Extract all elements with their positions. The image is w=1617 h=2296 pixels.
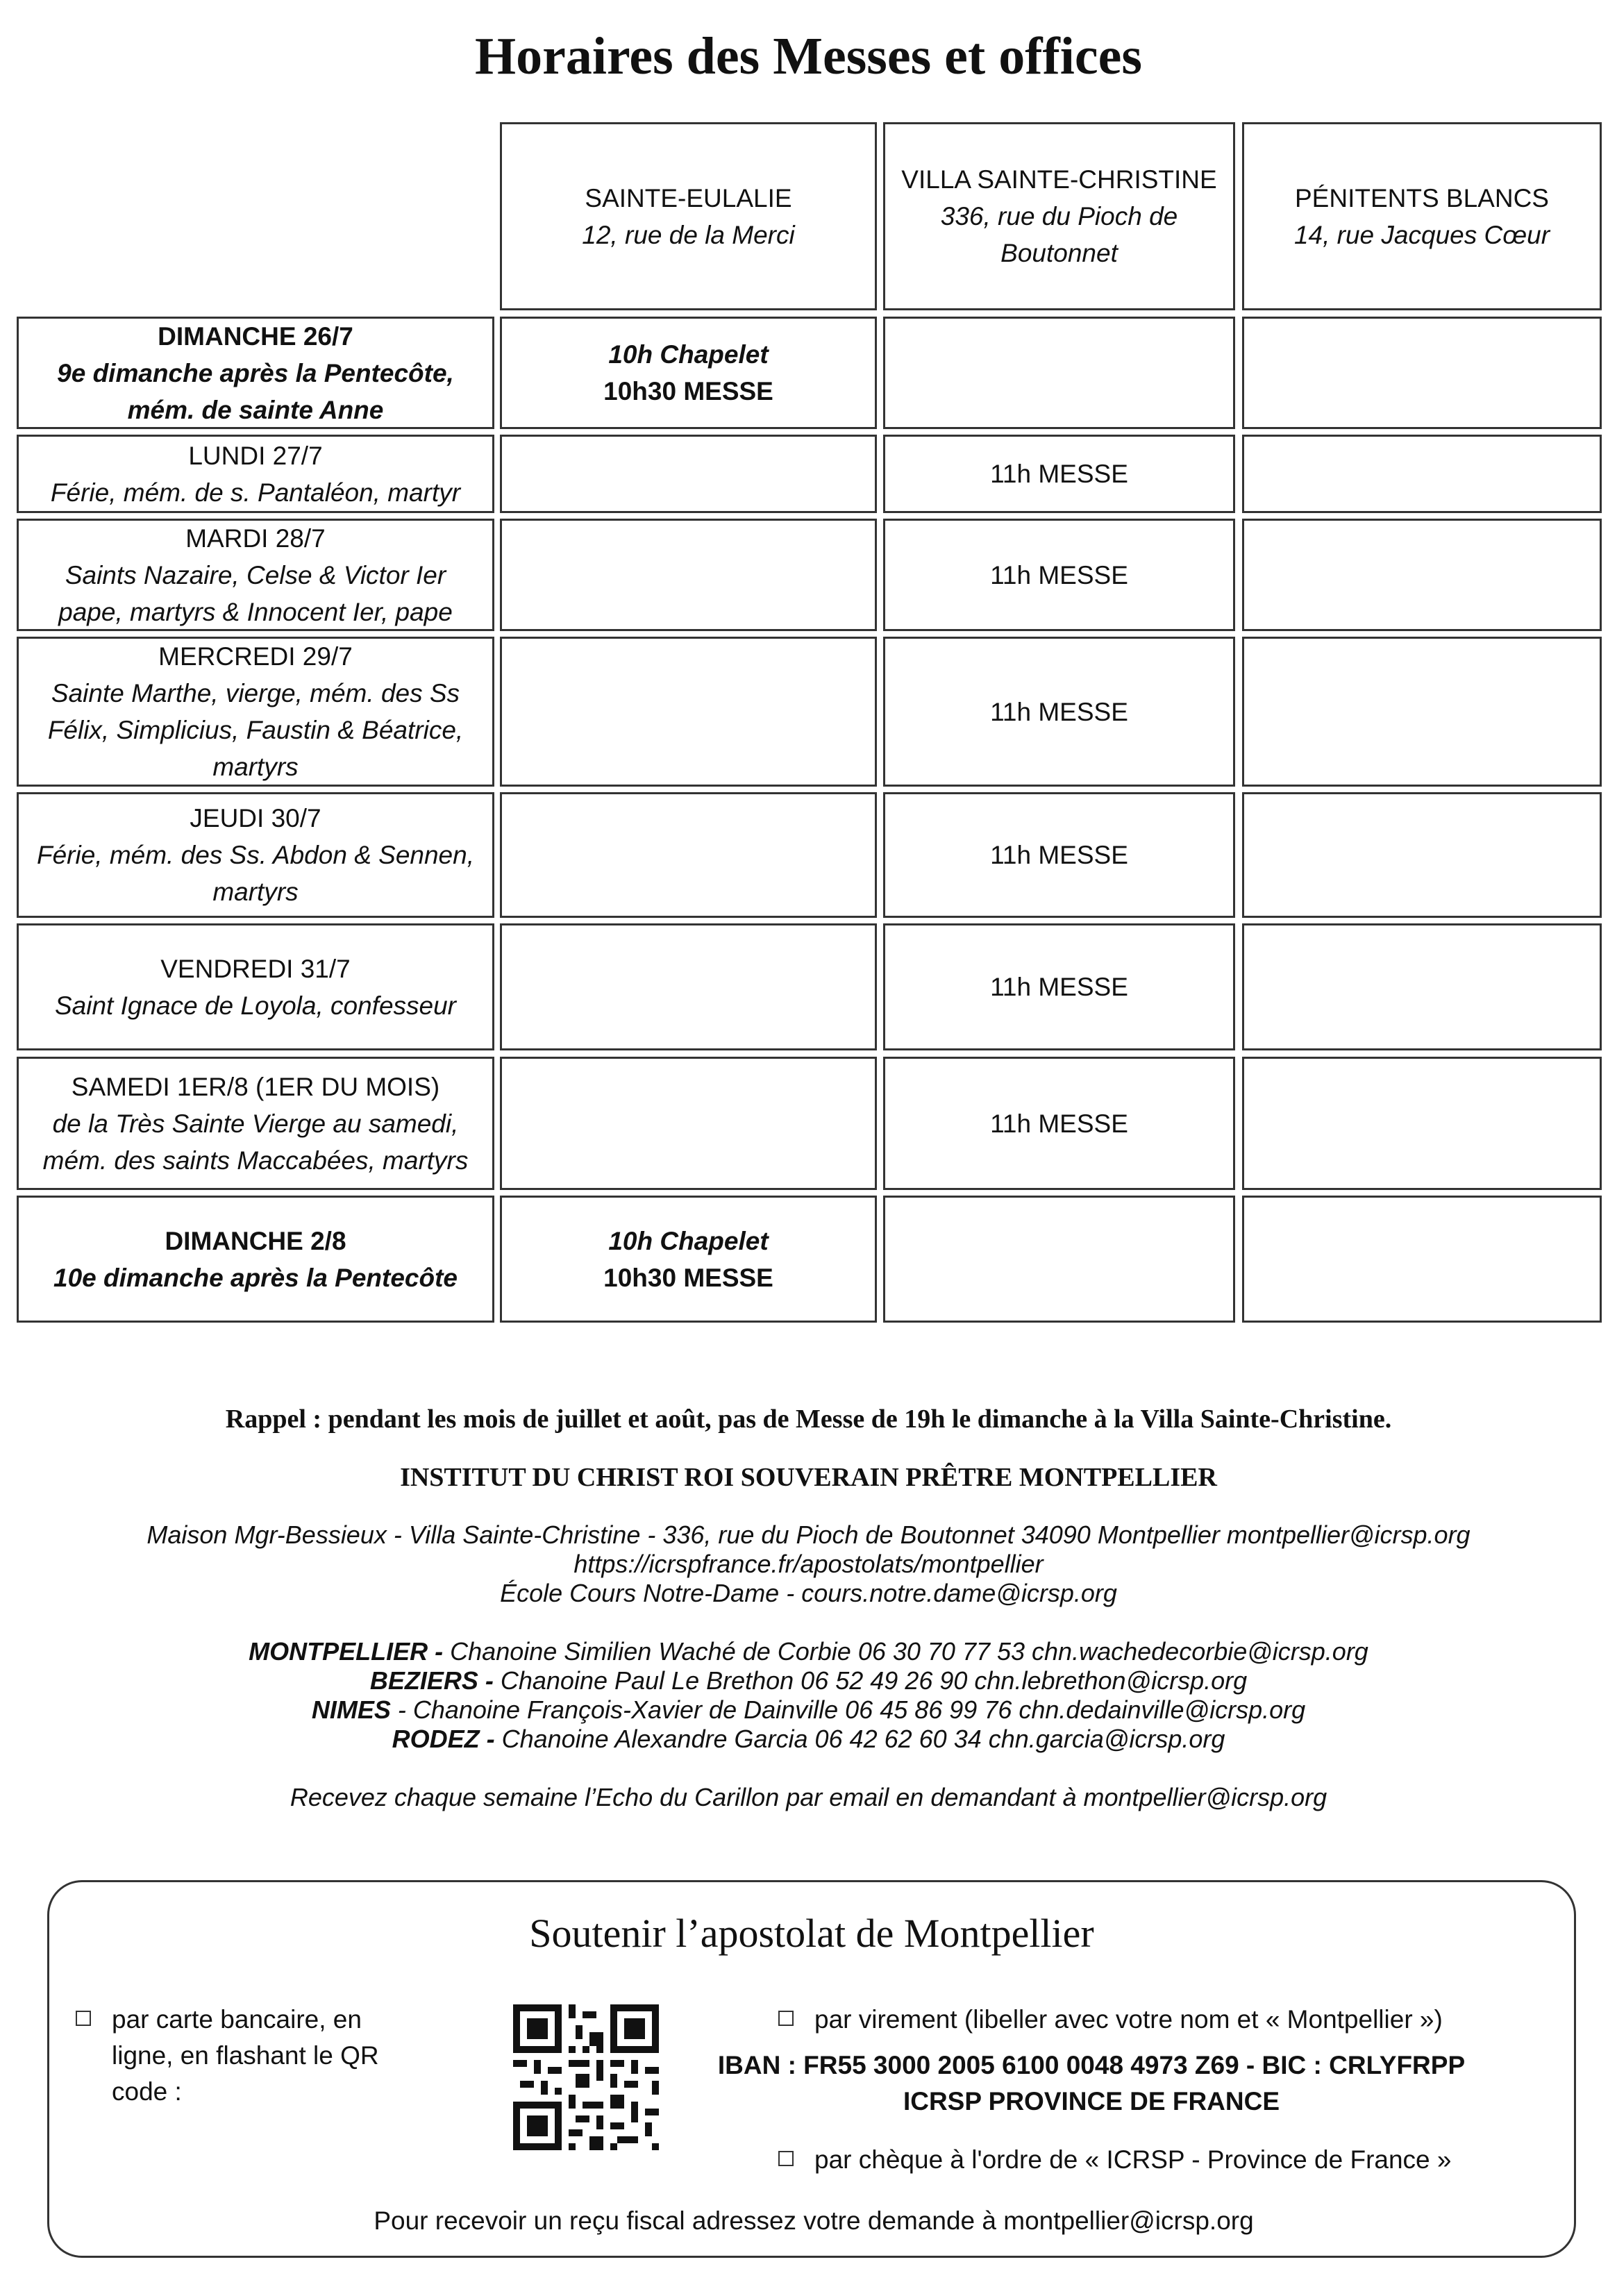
address-line: Maison Mgr-Bessieux - Villa Sainte-Christine - 336, rue du Pioch de Boutonnet 34090 Montpellier montpellier@icrsp.org <box>146 1520 1471 1549</box>
sainte-eulalie-cell <box>500 1057 877 1190</box>
location-address: 12, rue de la Merci <box>582 220 795 249</box>
schedule-messe: 10h30 MESSE <box>603 377 773 405</box>
day-cell <box>17 435 494 513</box>
contact-details: Chanoine Alexandre Garcia 06 42 62 60 34 chn.garcia@icrsp.org <box>494 1725 1225 1753</box>
day-feast: 10e dimanche après la Pentecôte <box>53 1263 458 1292</box>
day-feast: Férie, mém. des Ss. Abdon & Sennen, martyrs <box>36 841 474 906</box>
schedule-chapelet: 10h Chapelet <box>608 340 769 369</box>
day-date: MERCREDI 29/7 <box>158 642 353 671</box>
day-cell <box>17 923 494 1050</box>
day-cell <box>17 792 494 918</box>
website-link[interactable]: https://icrspfrance.fr/apostolats/montpellier <box>573 1550 1044 1578</box>
institute-name: INSTITUT DU CHRIST ROI SOUVERAIN PRÊTRE MONTPELLIER <box>400 1463 1217 1492</box>
contact-city: MONTPELLIER - <box>249 1637 444 1666</box>
transfer-text: par virement (libeller avec votre nom et « Montpellier ») <box>814 2005 1443 2034</box>
contact-city: BEZIERS - <box>369 1666 494 1695</box>
villa-cell <box>883 637 1235 787</box>
day-date: SAMEDI 1ER/8 (1ER DU MOIS) <box>71 1072 440 1101</box>
location-address: 336, rue du Pioch de Boutonnet <box>940 202 1178 267</box>
sainte-eulalie-cell <box>500 519 877 631</box>
day-cell <box>17 519 494 631</box>
account-holder: ICRSP PROVINCE DE FRANCE <box>903 2087 1280 2115</box>
day-date: MARDI 28/7 <box>185 523 326 553</box>
cheque-text: par chèque à l'ordre de « ICRSP - Province de France » <box>814 2145 1452 2174</box>
support-box <box>47 1880 1576 2258</box>
villa-cell <box>883 435 1235 513</box>
contact-city: RODEZ - <box>392 1725 495 1753</box>
day-date: DIMANCHE 26/7 <box>158 321 353 351</box>
penitents-cell <box>1242 1196 1602 1323</box>
day-cell <box>17 1196 494 1323</box>
penitents-cell <box>1242 1057 1602 1190</box>
newsletter-text: Recevez chaque semaine l’Echo du Carillon par email en demandant à montpellier@icrsp.org <box>290 1783 1327 1811</box>
sainte-eulalie-cell <box>500 792 877 918</box>
villa-cell <box>883 792 1235 918</box>
contacts-block <box>0 1637 1617 1754</box>
header-sainte-eulalie <box>500 122 877 310</box>
penitents-cell <box>1242 637 1602 787</box>
villa-cell <box>883 317 1235 429</box>
day-date: VENDREDI 31/7 <box>160 954 351 983</box>
schedule-messe: 11h MESSE <box>990 560 1128 589</box>
schedule-messe: 11h MESSE <box>990 841 1128 869</box>
checkbox-transfer[interactable] <box>778 2011 794 2026</box>
sainte-eulalie-cell <box>500 637 877 787</box>
cheque-option <box>778 2142 1451 2178</box>
day-feast: Saints Nazaire, Celse & Victor Ier pape, martyrs & Innocent Ier, pape <box>58 560 453 626</box>
schedule-messe: 11h MESSE <box>990 697 1128 726</box>
iban-text: IBAN : FR55 3000 2005 6100 0048 4973 Z69 - BIC : CRLYFRPP <box>717 2051 1466 2079</box>
schedule-messe: 10h30 MESSE <box>603 1263 773 1292</box>
day-feast: Sainte Marthe, vierge, mém. des Ss Félix, Simplicius, Faustin & Béatrice, martyrs <box>47 679 464 781</box>
penitents-cell <box>1242 792 1602 918</box>
schedule-messe: 11h MESSE <box>990 460 1128 488</box>
contact-city: NIMES <box>311 1695 391 1724</box>
contact-details: - Chanoine François-Xavier de Dainville 06 45 86 99 76 chn.dedainville@icrsp.org <box>390 1695 1306 1724</box>
support-title: Soutenir l’apostolat de Montpellier <box>529 1911 1094 1956</box>
contact-details: Chanoine Similien Waché de Corbie 06 30 70 77 53 chn.wachedecorbie@icrsp.org <box>443 1637 1368 1666</box>
day-feast: Férie, mém. de s. Pantaléon, martyr <box>50 478 461 507</box>
header-villa-sainte-christine <box>883 122 1235 310</box>
penitents-cell <box>1242 923 1602 1050</box>
villa-cell <box>883 1196 1235 1323</box>
location-name: VILLA SAINTE-CHRISTINE <box>901 165 1217 194</box>
contact-details: Chanoine Paul Le Brethon 06 52 49 26 90 chn.lebrethon@icrsp.org <box>493 1666 1248 1695</box>
penitents-cell <box>1242 435 1602 513</box>
sainte-eulalie-cell <box>500 1196 877 1323</box>
location-address: 14, rue Jacques Cœur <box>1293 220 1550 249</box>
contact-line <box>0 1725 1617 1754</box>
checkbox-card[interactable] <box>76 2011 91 2026</box>
penitents-cell <box>1242 519 1602 631</box>
day-feast: 9e dimanche après la Pentecôte, mém. de sainte Anne <box>57 358 454 424</box>
iban-block <box>49 2047 1578 2120</box>
day-feast: de la Très Sainte Vierge au samedi, mém. des saints Maccabées, martyrs <box>42 1109 469 1175</box>
reminder-text: Rappel : pendant les mois de juillet et août, pas de Messe de 19h le dimanche à la Villa Sainte-Christine. <box>225 1405 1392 1434</box>
schedule-messe: 11h MESSE <box>990 1109 1128 1138</box>
header-penitents-blancs <box>1242 122 1602 310</box>
day-date: JEUDI 30/7 <box>190 804 321 832</box>
day-cell <box>17 317 494 429</box>
contact-line <box>0 1695 1617 1725</box>
sainte-eulalie-cell <box>500 317 877 429</box>
page-title: Horaires des Messes et offices <box>475 27 1142 85</box>
contact-line <box>0 1637 1617 1666</box>
location-name: SAINTE-EULALIE <box>585 183 792 212</box>
contact-line <box>0 1666 1617 1695</box>
address-block <box>0 1520 1617 1608</box>
schedule-chapelet: 10h Chapelet <box>608 1226 769 1255</box>
day-cell <box>17 1057 494 1190</box>
transfer-option <box>778 2002 1443 2038</box>
card-text-2: ligne, en flashant le QR <box>112 2041 379 2070</box>
schedule-messe: 11h MESSE <box>990 973 1128 1001</box>
checkbox-cheque[interactable] <box>778 2151 794 2166</box>
day-feast: Saint Ignace de Loyola, confesseur <box>55 991 456 1020</box>
school-line: École Cours Notre-Dame - cours.notre.dame@icrsp.org <box>500 1579 1117 1607</box>
sainte-eulalie-cell <box>500 435 877 513</box>
day-cell <box>17 637 494 787</box>
villa-cell <box>883 519 1235 631</box>
villa-cell <box>883 923 1235 1050</box>
receipt-text: Pour recevoir un reçu fiscal adressez votre demande à montpellier@icrsp.org <box>374 2206 1254 2235</box>
day-date: DIMANCHE 2/8 <box>165 1226 346 1255</box>
sainte-eulalie-cell <box>500 923 877 1050</box>
villa-cell <box>883 1057 1235 1190</box>
card-text-1: par carte bancaire, en <box>112 2005 362 2034</box>
penitents-cell <box>1242 317 1602 429</box>
location-name: PÉNITENTS BLANCS <box>1295 183 1549 212</box>
card-text-3: code : <box>112 2077 182 2106</box>
day-date: LUNDI 27/7 <box>188 441 323 470</box>
